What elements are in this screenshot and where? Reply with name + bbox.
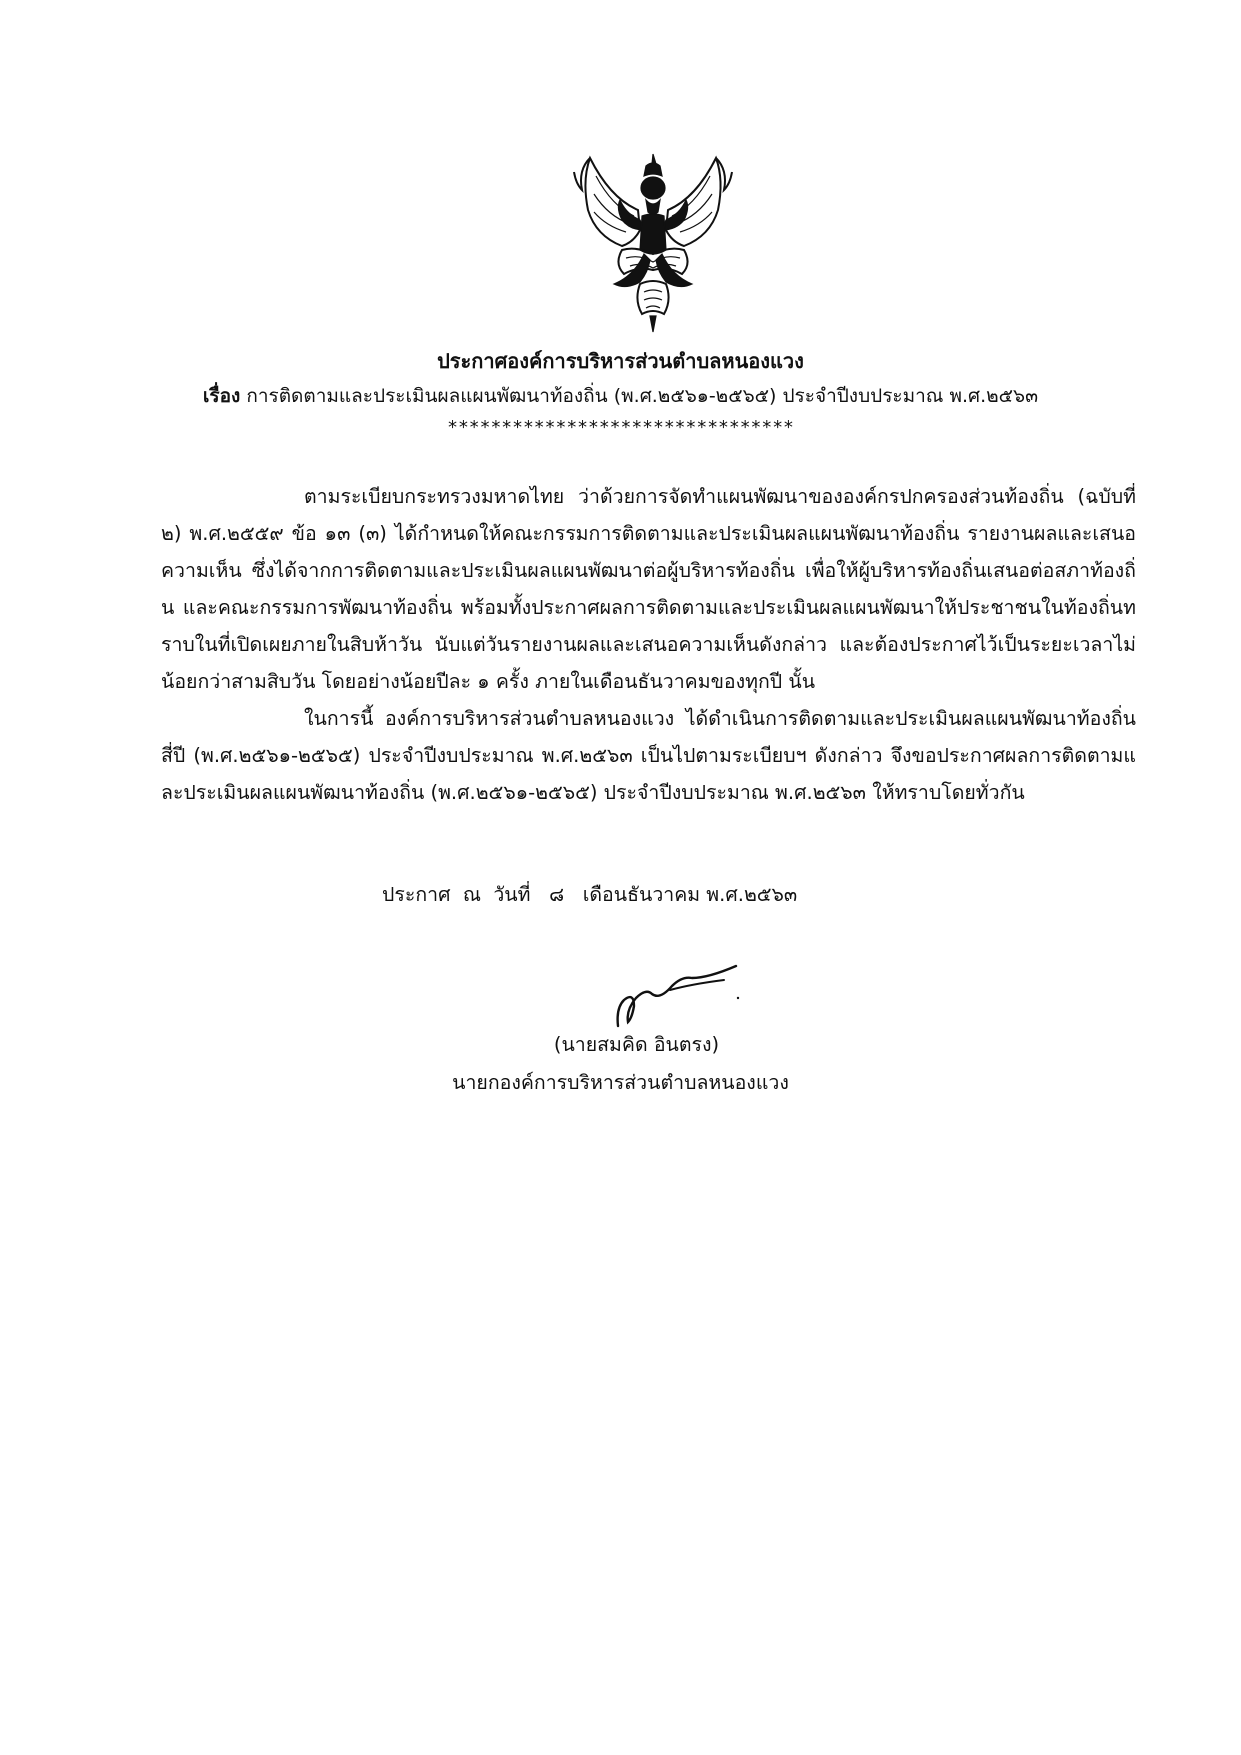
subject-text: การติดตามและประเมินผลแผนพัฒนาท้องถิ่น (พ.ศ.๒๕๖๑-๒๕๖๕) ประจำปีงบประมาณ พ.ศ.๒๕๖๓ (240, 385, 1039, 407)
paragraph-2-text: ในการนี้ องค์การบริหารส่วนตำบลหนองแวง ได้ดำเนินการติดตามและประเมินผลแผนพัฒนาท้องถิ่นสี่ปี (พ.ศ.๒๕๖๑-๒๕๖๕) ประจำปีงบประมาณ พ.ศ.๒๕๖๓ เป็นไปตามระเบียบฯ ดังกล่าว จึงขอประกาศผลการติดตามและประเมินผลแผนพัฒนาท้องถิ่น (พ.ศ.๒๕๖๑-๒๕๖๕) ประจำปีงบประมาณ พ.ศ.๒๕๖๓ ให้ทราบโดยทั่วกัน (161, 707, 1136, 804)
subject-label: เรื่อง (202, 385, 241, 407)
document-subject (0, 381, 1241, 411)
announcement-date: ประกาศ ณ วันที่ ๘ เดือนธันวาคม พ.ศ.๒๕๖๓ (382, 883, 798, 906)
signatory-name: (นายสมคิด อินตรง) (553, 1033, 720, 1056)
garuda-emblem-icon (560, 150, 746, 334)
body-paragraph-1 (161, 478, 1136, 700)
signatory-position: นายกองค์การบริหารส่วนตำบลหนองแวง (452, 1071, 789, 1094)
paragraph-1-text: ตามระเบียบกระทรวงมหาดไทย ว่าด้วยการจัดทำแผนพัฒนาขององค์กรปกครองส่วนท้องถิ่น (ฉบับที่ ๒) พ.ศ.๒๕๕๙ ข้อ ๑๓ (๓) ได้กำหนดให้คณะกรรมการติดตามและประเมินผลแผนพัฒนาท้องถิ่น รายงานผลและเสนอความเห็น ซึ่งได้จากการติดตามและประเมินผลแผนพัฒนาต่อผู้บริหารท้องถิ่น เพื่อให้ผู้บริหารท้องถิ่นเสนอต่อสภาท้องถิ่น และคณะกรรมการพัฒนาท้องถิ่น พร้อมทั้งประกาศผลการติดตามและประเมินผลแผนพัฒนาให้ประชาชนในท้องถิ่นทราบในที่เปิดเผยภายในสิบห้าวัน นับแต่วันรายงานผลและเสนอความเห็นดังกล่าว และต้องประกาศไว้เป็นระยะเวลาไม่น้อยกว่าสามสิบวัน โดยอย่างน้อยปีละ ๑ ครั้ง ภายในเดือนธันวาคมของทุกปี นั้น (161, 485, 1136, 693)
separator-line: ******************************** (447, 417, 794, 438)
body-paragraph-2 (161, 700, 1136, 811)
document-title: ประกาศองค์การบริหารส่วนตำบลหนองแวง (437, 349, 804, 373)
handwritten-signature (612, 960, 742, 1028)
